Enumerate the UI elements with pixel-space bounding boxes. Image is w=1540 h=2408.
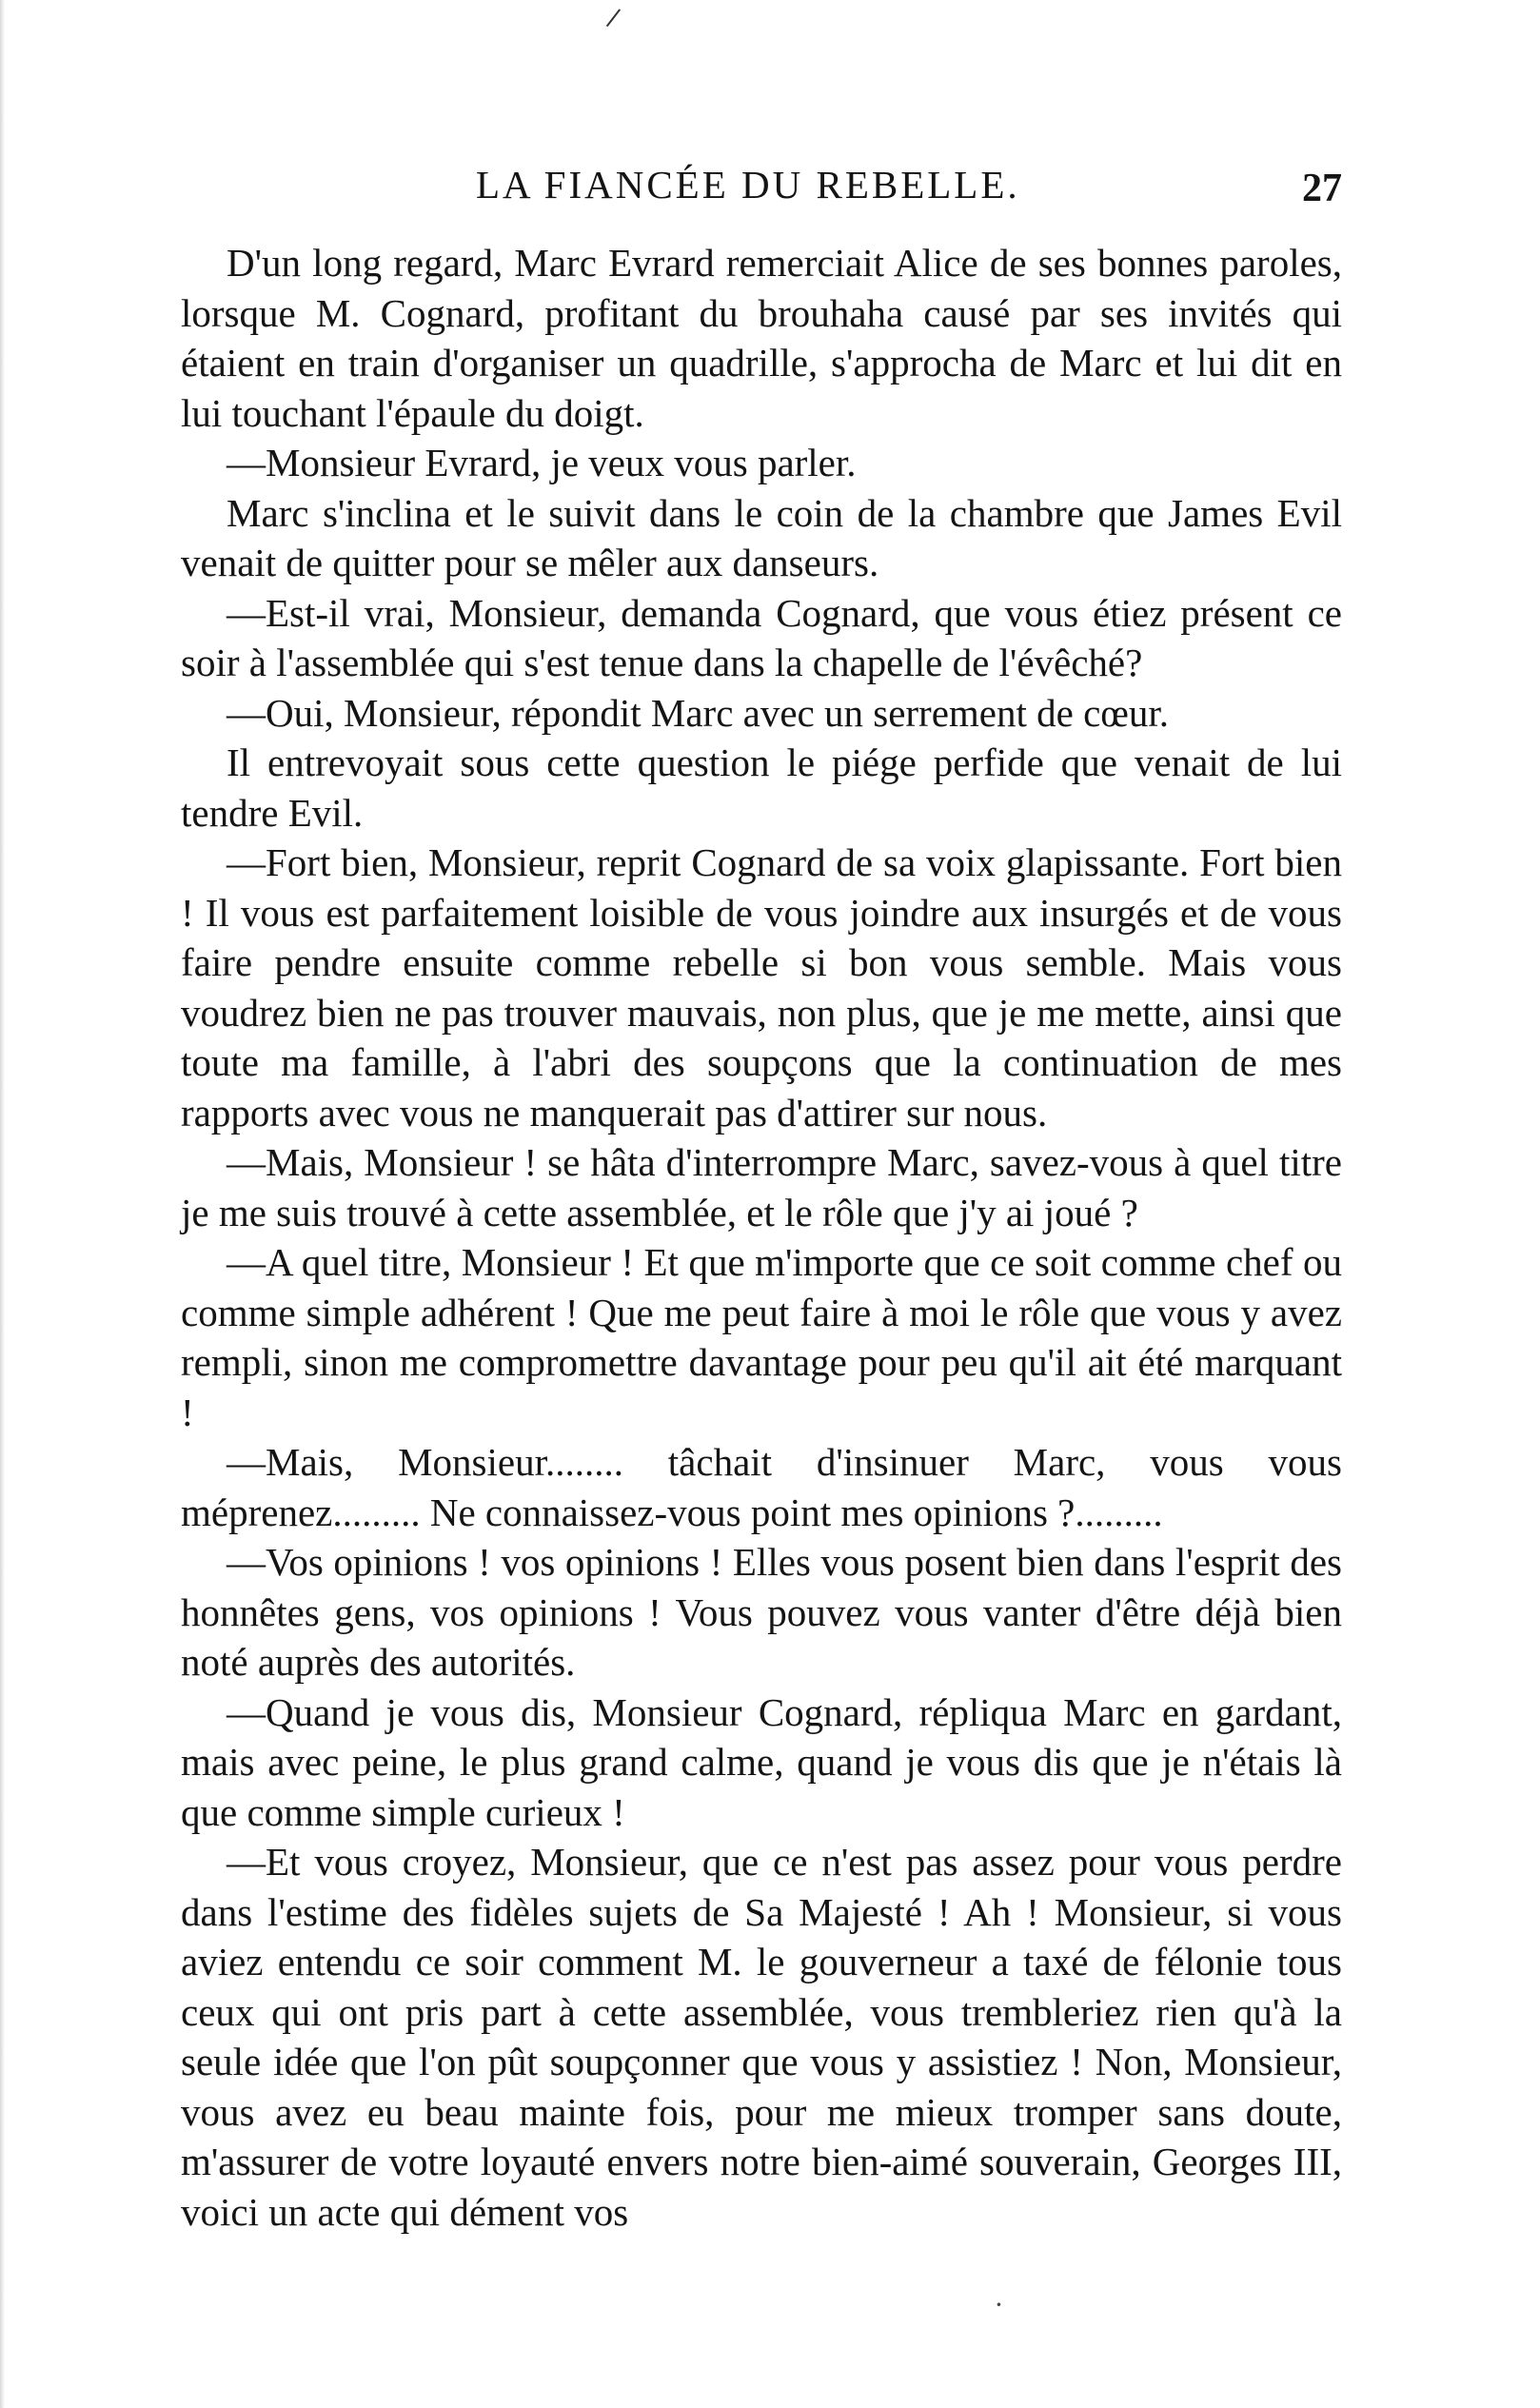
body-text bbox=[181, 238, 1342, 2237]
paragraph: —A quel titre, Monsieur ! Et que m'importe que ce soit comme chef ou comme simple adhérent ! Que me peut faire à moi le rôle que vous y avez rempli, sinon me compromettre davantage pour peu qu'il ait été marquant ! bbox=[181, 1240, 1342, 1434]
stray-mark: / bbox=[604, 3, 622, 33]
paragraph: —Mais, Monsieur........ tâchait d'insinuer Marc, vous vous méprenez......... Ne connaissez-vous point mes opinions ?......... bbox=[181, 1440, 1342, 1534]
paragraph: Marc s'inclina et le suivit dans le coin de la chambre que James Evil venait de quitter pour se mêler aux danseurs. bbox=[181, 490, 1342, 584]
page-edge-shadow bbox=[0, 0, 5, 2408]
paragraph: —Mais, Monsieur ! se hâta d'interrompre Marc, savez-vous à quel titre je me suis trouvé à cette assemblée, et le rôle que j'y ai joué ? bbox=[181, 1140, 1342, 1234]
page-number: 27 bbox=[1302, 167, 1342, 210]
paragraph: —Vos opinions ! vos opinions ! Elles vous posent bien dans l'esprit des honnêtes gens, vos opinions ! Vous pouvez vous vanter d'être déjà bien noté auprès des autorités. bbox=[181, 1540, 1342, 1684]
running-title: LA FIANCÉE DU REBELLE. bbox=[476, 163, 1020, 207]
paragraph: —Monsieur Evrard, je veux vous parler. bbox=[227, 441, 857, 484]
paragraph: D'un long regard, Marc Evrard remerciait Alice de ses bonnes paroles, lorsque M. Cognard, profitant du brouhaha causé par ses invités qui étaient en train d'organiser un quadrille, s'approcha de Marc et lui dit en lui touchant l'épaule du doigt. bbox=[181, 241, 1342, 435]
paragraph: —Et vous croyez, Monsieur, que ce n'est pas assez pour vous perdre dans l'estime des fidèles sujets de Sa Majesté ! Ah ! Monsieur, si vous aviez entendu ce soir comment M. le gouverneur a taxé de félonie tous ceux qui ont pris part à cette assemblée, vous trembleriez rien qu'à la seule idée que l'on pût soupçonner que vous y assistiez ! Non, Monsieur, vous avez eu beau mainte fois, pour me mieux tromper sans doute, m'assurer de votre loyauté envers notre bien-aimé souverain, Georges III, voici un acte qui dément vos bbox=[181, 1840, 1342, 2234]
paragraph: —Quand je vous dis, Monsieur Cognard, répliqua Marc en gardant, mais avec peine, le plus grand calme, quand je vous dis que je n'étais là que comme simple curieux ! bbox=[181, 1689, 1342, 1834]
paragraph: —Fort bien, Monsieur, reprit Cognard de sa voix glapissante. Fort bien ! Il vous est parfaitement loisible de vous joindre aux insurgés et de vous faire pendre ensuite comme rebelle si bon vous semble. Mais vous voudrez bien ne pas trouver mauvais, non plus, que je me mette, ainsi que toute ma famille, à l'abri des soupçons que la continuation de mes rapports avec vous ne manquerait pas d'attirer sur nous. bbox=[181, 840, 1342, 1135]
paragraph: —Oui, Monsieur, répondit Marc avec un serrement de cœur. bbox=[227, 690, 1170, 735]
paragraph: —Est-il vrai, Monsieur, demanda Cognard, que vous étiez présent ce soir à l'assemblée qui s'est tenue dans la chapelle de l'évêché? bbox=[181, 590, 1342, 684]
stray-dot: · bbox=[995, 2289, 1003, 2320]
paragraph: Il entrevoyait sous cette question le piége perfide que venait de lui tendre Evil. bbox=[181, 740, 1342, 835]
running-head bbox=[181, 162, 1342, 219]
